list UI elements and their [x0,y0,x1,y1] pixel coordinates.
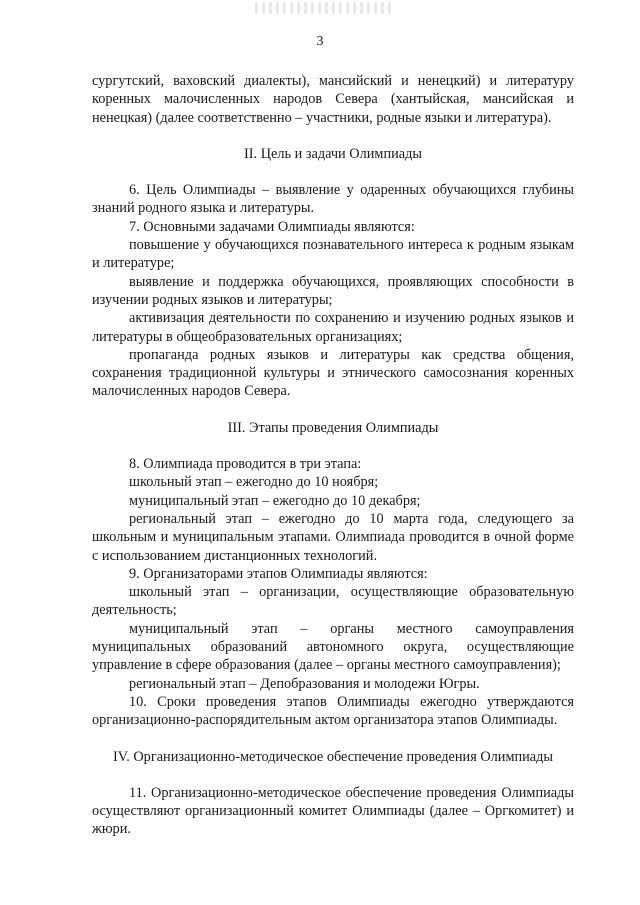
task-item-3: активизация деятельности по сохранению и изучению родных языков и литературы в общеобразовательных организациях; [92,310,574,345]
paragraph-11: 11. Организационно-методическое обеспечение проведения Олимпиады осуществляют организационный комитет Олимпиады (далее – Оргкомитет) и жюри. [92,784,574,838]
paragraph-continuation: сургутский, ваховский диалекты), мансийский и ненецкий) и литературу коренных малочисленных народов Севера (хантыйская, мансийская и ненецкая) (далее соответственно – участники, родные языки и литература). [92,73,574,126]
stage-item-municipal: муниципальный этап – ежегодно до 10 декабря; [129,492,421,509]
paragraph-10: 10. Сроки проведения этапов Олимпиады ежегодно утверждаются организационно-распорядительным актом организатора этапов Олимпиады. [92,693,574,729]
organizer-item-regional: региональный этап – Депобразования и молодежи Югры. [129,675,480,692]
organizer-item-municipal: муниципальный этап – органы местного самоуправления муниципальных образований автономного округа, осуществляющие управление в сфере образования (далее – органы местного самоуправления); [92,620,574,674]
stage-item-school: школьный этап – ежегодно до 10 ноября; [129,474,379,491]
task-item-1: повышение у обучающихся познавательного интереса к родным языкам и литературе; [92,237,574,272]
paragraph-6: 6. Цель Олимпиады – выявление у одаренных обучающихся глубины знаний родного языка и литературы. [92,182,574,217]
paragraph-7: 7. Основными задачами Олимпиады являются: [129,218,415,235]
stage-item-regional: региональный этап – ежегодно до 10 марта года, следующего за школьным и муниципальным этапами. Олимпиада проводится в очной форме с использованием дистанционных технологий. [92,510,574,564]
paragraph-9: 9. Организаторами этапов Олимпиады являются: [129,565,428,582]
organizer-item-school: школьный этап – организации, осуществляющие образовательную деятельность; [92,584,574,619]
page-number: 3 [316,34,324,49]
document-body [92,72,574,839]
section-heading-3: III. Этапы проведения Олимпиады [227,419,439,436]
section-heading-4: IV. Организационно-методическое обеспечение проведения Олимпиады [112,748,554,765]
task-item-4: пропаганда родных языков и литературы как средства общения, сохранения традиционной культуры и этнического самосознания коренных малочисленных народов Севера. [92,346,574,400]
scan-artifact [255,2,395,14]
task-item-2: выявление и поддержка обучающихся, проявляющих способности в изучении родных языков и литературы; [92,273,574,308]
section-heading-2: II. Цель и задачи Олимпиады [244,145,422,162]
paragraph-8: 8. Олимпиада проводится в три этапа: [129,456,362,473]
